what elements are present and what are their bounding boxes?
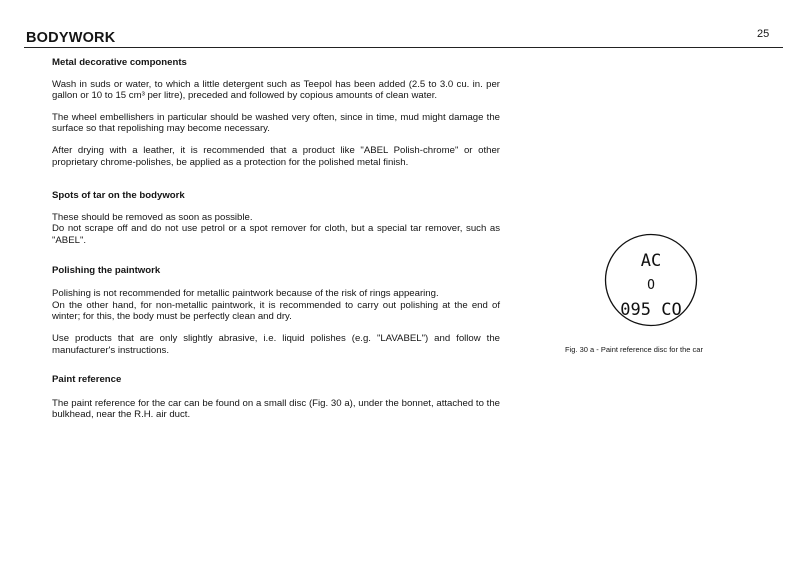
paragraph: After drying with a leather, it is recommended that a product like "ABEL Polish-chrome" or other proprietary chrome-polishes, be applied as a protection for the polished metal finish. [52,144,500,168]
paragraph: The paint reference for the car can be found on a small disc (Fig. 30 a), under the bonnet, attached to the bulkhead, near the R.H. air duct. [52,397,500,421]
paragraph: On the other hand, for non-metallic paintwork, it is recommended to carry out polishing at the end of winter; for this, the body must be perfectly clean and dry. [52,299,500,323]
paragraph: The wheel embellishers in particular should be washed very often, since in time, mud might damage the surface so that repolishing may become necessary. [52,111,500,135]
disc-code-middle: O [647,278,655,293]
page-number: 25 [757,28,770,40]
paragraph: Polishing is not recommended for metallic paintwork because of the risk of rings appearing. [52,288,439,300]
section-heading-metal-decorative: Metal decorative components [52,57,187,68]
paint-reference-disc [604,233,698,327]
header-divider [24,47,783,48]
section-heading-tar-spots: Spots of tar on the bodywork [52,190,185,202]
disc-code-bottom: 095 CO [620,300,682,320]
main-text-column [52,57,500,431]
section-heading-paint-reference: Paint reference [52,374,122,386]
paragraph: Wash in suds or water, to which a little detergent such as Teepol has been added (2.5 to 3.0 cu. in. per gallon or 10 to 15 cm³ per litre), preceded and followed by copious amounts of clean water. [52,78,500,102]
figure-caption: Fig. 30 a - Paint reference disc for the car [565,345,703,354]
disc-code-top: AC [640,251,662,271]
paragraph: These should be removed as soon as possible. [52,211,253,223]
paragraph: Use products that are only slightly abrasive, i.e. liquid polishes (e.g. "LAVABEL") and follow the manufacturer's instructions. [52,332,500,356]
disc-illustration [604,233,698,327]
section-heading-polishing: Polishing the paintwork [52,264,161,276]
paragraph: Do not scrape off and do not use petrol or a spot remover for cloth, but a special tar remover, such as "ABEL". [52,223,500,246]
page-title: BODYWORK [26,30,116,46]
